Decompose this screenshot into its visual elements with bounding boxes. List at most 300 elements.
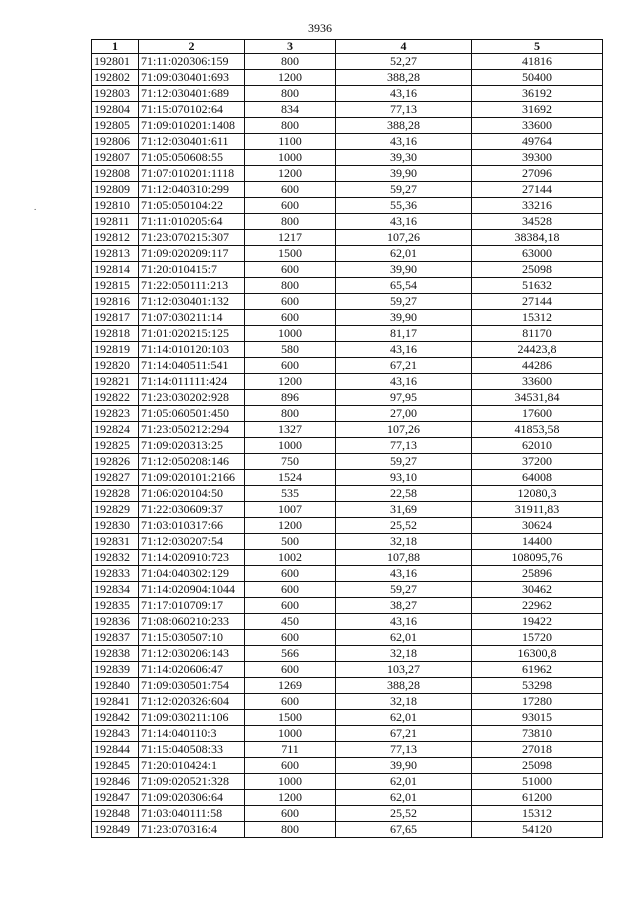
rate-value: 59,27 [336, 182, 472, 198]
cadastral-number: 71:04:040302:129 [139, 566, 245, 582]
row-number: 192838 [92, 646, 139, 662]
area-value: 1000 [245, 438, 336, 454]
table-row [92, 566, 603, 582]
cadastral-number: 71:20:010415:7 [139, 262, 245, 278]
rate-value: 31,69 [336, 502, 472, 518]
table-row [92, 742, 603, 758]
total-value: 24423,8 [472, 342, 603, 358]
total-value: 54120 [472, 822, 603, 838]
rate-value: 43,16 [336, 214, 472, 230]
total-value: 33216 [472, 198, 603, 214]
area-value: 600 [245, 582, 336, 598]
area-value: 1200 [245, 790, 336, 806]
table-row [92, 662, 603, 678]
rate-value: 43,16 [336, 374, 472, 390]
rate-value: 39,30 [336, 150, 472, 166]
rate-value: 107,26 [336, 230, 472, 246]
area-value: 600 [245, 358, 336, 374]
cadastral-number: 71:09:020101:2166 [139, 470, 245, 486]
total-value: 19422 [472, 614, 603, 630]
rate-value: 67,21 [336, 726, 472, 742]
cadastral-number: 71:09:030401:693 [139, 70, 245, 86]
total-value: 44286 [472, 358, 603, 374]
row-number: 192846 [92, 774, 139, 790]
rate-value: 97,95 [336, 390, 472, 406]
row-number: 192824 [92, 422, 139, 438]
table-row [92, 214, 603, 230]
row-number: 192813 [92, 246, 139, 262]
cadastral-number: 71:23:070215:307 [139, 230, 245, 246]
row-number: 192829 [92, 502, 139, 518]
area-value: 580 [245, 342, 336, 358]
area-value: 600 [245, 758, 336, 774]
cadastral-number: 71:23:030202:928 [139, 390, 245, 406]
row-number: 192822 [92, 390, 139, 406]
row-number: 192833 [92, 566, 139, 582]
total-value: 51000 [472, 774, 603, 790]
row-number: 192802 [92, 70, 139, 86]
registry-table [91, 39, 603, 838]
cadastral-number: 71:20:010424:1 [139, 758, 245, 774]
row-number: 192834 [92, 582, 139, 598]
row-number: 192841 [92, 694, 139, 710]
table-row [92, 646, 603, 662]
cadastral-number: 71:14:020904:1044 [139, 582, 245, 598]
cadastral-number: 71:03:040111:58 [139, 806, 245, 822]
cadastral-number: 71:09:020313:25 [139, 438, 245, 454]
rate-value: 388,28 [336, 118, 472, 134]
table-row [92, 230, 603, 246]
rate-value: 39,90 [336, 310, 472, 326]
cadastral-number: 71:09:020521:328 [139, 774, 245, 790]
total-value: 27144 [472, 182, 603, 198]
cadastral-number: 71:06:020104:50 [139, 486, 245, 502]
cadastral-number: 71:22:050111:213 [139, 278, 245, 294]
table-row [92, 774, 603, 790]
rate-value: 93,10 [336, 470, 472, 486]
table-row [92, 118, 603, 134]
row-number: 192804 [92, 102, 139, 118]
area-value: 600 [245, 262, 336, 278]
page-number: 3936 [308, 21, 332, 35]
cadastral-number: 71:05:050608:55 [139, 150, 245, 166]
area-value: 1217 [245, 230, 336, 246]
cadastral-number: 71:12:040310:299 [139, 182, 245, 198]
header-col-4: 4 [336, 40, 472, 54]
row-number: 192818 [92, 326, 139, 342]
cadastral-number: 71:12:030401:611 [139, 134, 245, 150]
total-value: 50400 [472, 70, 603, 86]
rate-value: 67,65 [336, 822, 472, 838]
table-row [92, 806, 603, 822]
row-number: 192810 [92, 198, 139, 214]
table-row [92, 518, 603, 534]
table-row [92, 326, 603, 342]
total-value: 15312 [472, 310, 603, 326]
cadastral-number: 71:11:010205:64 [139, 214, 245, 230]
table-row [92, 390, 603, 406]
cadastral-number: 71:12:030401:132 [139, 294, 245, 310]
rate-value: 67,21 [336, 358, 472, 374]
table-row [92, 70, 603, 86]
area-value: 800 [245, 278, 336, 294]
rate-value: 107,88 [336, 550, 472, 566]
row-number: 192828 [92, 486, 139, 502]
row-number: 192830 [92, 518, 139, 534]
total-value: 12080,3 [472, 486, 603, 502]
cadastral-number: 71:11:020306:159 [139, 54, 245, 70]
total-value: 17600 [472, 406, 603, 422]
cadastral-number: 71:14:020606:47 [139, 662, 245, 678]
total-value: 36192 [472, 86, 603, 102]
table-row [92, 150, 603, 166]
total-value: 31692 [472, 102, 603, 118]
table-row [92, 502, 603, 518]
area-value: 600 [245, 294, 336, 310]
area-value: 750 [245, 454, 336, 470]
table-row [92, 726, 603, 742]
total-value: 93015 [472, 710, 603, 726]
area-value: 450 [245, 614, 336, 630]
area-value: 1500 [245, 710, 336, 726]
cadastral-number: 71:09:020209:117 [139, 246, 245, 262]
header-col-3: 3 [245, 40, 336, 54]
total-value: 25098 [472, 262, 603, 278]
row-number: 192820 [92, 358, 139, 374]
table-row [92, 342, 603, 358]
table-header [92, 40, 603, 54]
total-value: 62010 [472, 438, 603, 454]
total-value: 30624 [472, 518, 603, 534]
table-row [92, 166, 603, 182]
row-number: 192821 [92, 374, 139, 390]
cadastral-number: 71:01:020215:125 [139, 326, 245, 342]
row-number: 192826 [92, 454, 139, 470]
rate-value: 55,36 [336, 198, 472, 214]
area-value: 1000 [245, 774, 336, 790]
cadastral-number: 71:07:030211:14 [139, 310, 245, 326]
area-value: 800 [245, 86, 336, 102]
total-value: 38384,18 [472, 230, 603, 246]
area-value: 1007 [245, 502, 336, 518]
table-row [92, 246, 603, 262]
area-value: 600 [245, 694, 336, 710]
row-number: 192805 [92, 118, 139, 134]
row-number: 192847 [92, 790, 139, 806]
row-number: 192807 [92, 150, 139, 166]
total-value: 61200 [472, 790, 603, 806]
table-row [92, 598, 603, 614]
row-number: 192809 [92, 182, 139, 198]
cadastral-number: 71:09:030211:106 [139, 710, 245, 726]
total-value: 30462 [472, 582, 603, 598]
total-value: 25098 [472, 758, 603, 774]
rate-value: 27,00 [336, 406, 472, 422]
rate-value: 43,16 [336, 342, 472, 358]
rate-value: 62,01 [336, 710, 472, 726]
rate-value: 81,17 [336, 326, 472, 342]
table-row [92, 694, 603, 710]
area-value: 800 [245, 118, 336, 134]
area-value: 600 [245, 198, 336, 214]
table-row [92, 454, 603, 470]
rate-value: 62,01 [336, 790, 472, 806]
rate-value: 32,18 [336, 534, 472, 550]
rate-value: 43,16 [336, 134, 472, 150]
table-row [92, 54, 603, 70]
cadastral-number: 71:23:070316:4 [139, 822, 245, 838]
table-row [92, 470, 603, 486]
cadastral-number: 71:09:010201:1408 [139, 118, 245, 134]
area-value: 600 [245, 806, 336, 822]
area-value: 600 [245, 566, 336, 582]
header-col-5: 5 [472, 40, 603, 54]
total-value: 17280 [472, 694, 603, 710]
table-row [92, 86, 603, 102]
rate-value: 25,52 [336, 518, 472, 534]
table-row [92, 198, 603, 214]
table-row [92, 486, 603, 502]
total-value: 81170 [472, 326, 603, 342]
cadastral-number: 71:15:030507:10 [139, 630, 245, 646]
area-value: 1200 [245, 374, 336, 390]
cadastral-number: 71:22:030609:37 [139, 502, 245, 518]
cadastral-number: 71:12:050208:146 [139, 454, 245, 470]
row-number: 192808 [92, 166, 139, 182]
rate-value: 62,01 [336, 774, 472, 790]
table-row [92, 310, 603, 326]
cadastral-number: 71:15:070102:64 [139, 102, 245, 118]
area-value: 800 [245, 406, 336, 422]
total-value: 25896 [472, 566, 603, 582]
cadastral-number: 71:14:040511:541 [139, 358, 245, 374]
area-value: 800 [245, 54, 336, 70]
area-value: 1200 [245, 166, 336, 182]
cadastral-number: 71:12:030207:54 [139, 534, 245, 550]
table-row [92, 582, 603, 598]
area-value: 1269 [245, 678, 336, 694]
row-number: 192817 [92, 310, 139, 326]
area-value: 600 [245, 598, 336, 614]
total-value: 16300,8 [472, 646, 603, 662]
cadastral-number: 71:08:060210:233 [139, 614, 245, 630]
table-row [92, 406, 603, 422]
area-value: 1000 [245, 150, 336, 166]
area-value: 711 [245, 742, 336, 758]
rate-value: 43,16 [336, 614, 472, 630]
area-value: 1200 [245, 518, 336, 534]
cadastral-number: 71:09:030501:754 [139, 678, 245, 694]
area-value: 834 [245, 102, 336, 118]
cadastral-number: 71:05:060501:450 [139, 406, 245, 422]
cadastral-number: 71:14:040110:3 [139, 726, 245, 742]
rate-value: 32,18 [336, 694, 472, 710]
rate-value: 39,90 [336, 262, 472, 278]
total-value: 41816 [472, 54, 603, 70]
rate-value: 103,27 [336, 662, 472, 678]
table-row [92, 294, 603, 310]
area-value: 600 [245, 182, 336, 198]
area-value: 1524 [245, 470, 336, 486]
rate-value: 59,27 [336, 582, 472, 598]
rate-value: 62,01 [336, 246, 472, 262]
area-value: 1002 [245, 550, 336, 566]
row-number: 192843 [92, 726, 139, 742]
header-col-2: 2 [139, 40, 245, 54]
rate-value: 39,90 [336, 166, 472, 182]
cadastral-number: 71:09:020306:64 [139, 790, 245, 806]
total-value: 49764 [472, 134, 603, 150]
table-row [92, 614, 603, 630]
table-row [92, 134, 603, 150]
rate-value: 388,28 [336, 70, 472, 86]
area-value: 800 [245, 822, 336, 838]
area-value: 1500 [245, 246, 336, 262]
total-value: 37200 [472, 454, 603, 470]
area-value: 500 [245, 534, 336, 550]
area-value: 800 [245, 214, 336, 230]
rate-value: 107,26 [336, 422, 472, 438]
area-value: 1327 [245, 422, 336, 438]
total-value: 15720 [472, 630, 603, 646]
table-row [92, 422, 603, 438]
table-row [92, 438, 603, 454]
table-row [92, 262, 603, 278]
total-value: 39300 [472, 150, 603, 166]
rate-value: 39,90 [336, 758, 472, 774]
cadastral-number: 71:14:020910:723 [139, 550, 245, 566]
rate-value: 59,27 [336, 454, 472, 470]
rate-value: 77,13 [336, 102, 472, 118]
table-row [92, 182, 603, 198]
total-value: 51632 [472, 278, 603, 294]
area-value: 1100 [245, 134, 336, 150]
rate-value: 52,27 [336, 54, 472, 70]
table-row [92, 678, 603, 694]
header-col-1: 1 [92, 40, 139, 54]
cadastral-number: 71:12:030206:143 [139, 646, 245, 662]
row-number: 192844 [92, 742, 139, 758]
cadastral-number: 71:12:030401:689 [139, 86, 245, 102]
area-value: 535 [245, 486, 336, 502]
table-row [92, 758, 603, 774]
cadastral-number: 71:05:050104:22 [139, 198, 245, 214]
table-body [92, 54, 603, 838]
row-number: 192811 [92, 214, 139, 230]
row-number: 192806 [92, 134, 139, 150]
area-value: 600 [245, 310, 336, 326]
area-value: 600 [245, 630, 336, 646]
area-value: 1200 [245, 70, 336, 86]
total-value: 27096 [472, 166, 603, 182]
total-value: 14400 [472, 534, 603, 550]
total-value: 63000 [472, 246, 603, 262]
table-row [92, 550, 603, 566]
total-value: 27144 [472, 294, 603, 310]
table-row [92, 534, 603, 550]
row-number: 192849 [92, 822, 139, 838]
cadastral-number: 71:15:040508:33 [139, 742, 245, 758]
cadastral-number: 71:23:050212:294 [139, 422, 245, 438]
area-value: 566 [245, 646, 336, 662]
rate-value: 77,13 [336, 742, 472, 758]
total-value: 73810 [472, 726, 603, 742]
total-value: 34528 [472, 214, 603, 230]
total-value: 33600 [472, 374, 603, 390]
row-number: 192836 [92, 614, 139, 630]
row-number: 192816 [92, 294, 139, 310]
area-value: 1000 [245, 326, 336, 342]
total-value: 61962 [472, 662, 603, 678]
row-number: 192840 [92, 678, 139, 694]
total-value: 31911,83 [472, 502, 603, 518]
rate-value: 59,27 [336, 294, 472, 310]
rate-value: 43,16 [336, 566, 472, 582]
table-row [92, 790, 603, 806]
area-value: 896 [245, 390, 336, 406]
rate-value: 25,52 [336, 806, 472, 822]
table-row [92, 710, 603, 726]
rate-value: 38,27 [336, 598, 472, 614]
cadastral-number: 71:07:010201:1118 [139, 166, 245, 182]
rate-value: 22,58 [336, 486, 472, 502]
rate-value: 43,16 [336, 86, 472, 102]
row-number: 192831 [92, 534, 139, 550]
rate-value: 388,28 [336, 678, 472, 694]
row-number: 192835 [92, 598, 139, 614]
table-row [92, 822, 603, 838]
total-value: 33600 [472, 118, 603, 134]
row-number: 192801 [92, 54, 139, 70]
table-row [92, 630, 603, 646]
header-row [92, 40, 603, 54]
area-value: 1000 [245, 726, 336, 742]
row-number: 192837 [92, 630, 139, 646]
rate-value: 65,54 [336, 278, 472, 294]
total-value: 34531,84 [472, 390, 603, 406]
row-number: 192819 [92, 342, 139, 358]
cadastral-number: 71:12:020326:604 [139, 694, 245, 710]
area-value: 600 [245, 662, 336, 678]
row-number: 192812 [92, 230, 139, 246]
row-number: 192823 [92, 406, 139, 422]
row-number: 192848 [92, 806, 139, 822]
row-number: 192845 [92, 758, 139, 774]
cadastral-number: 71:03:010317:66 [139, 518, 245, 534]
row-number: 192815 [92, 278, 139, 294]
total-value: 53298 [472, 678, 603, 694]
row-number: 192803 [92, 86, 139, 102]
total-value: 64008 [472, 470, 603, 486]
table-row [92, 102, 603, 118]
rate-value: 32,18 [336, 646, 472, 662]
table-row [92, 374, 603, 390]
total-value: 41853,58 [472, 422, 603, 438]
rate-value: 77,13 [336, 438, 472, 454]
total-value: 27018 [472, 742, 603, 758]
row-number: 192827 [92, 470, 139, 486]
total-value: 15312 [472, 806, 603, 822]
total-value: 22962 [472, 598, 603, 614]
row-number: 192825 [92, 438, 139, 454]
row-number: 192839 [92, 662, 139, 678]
stray-mark: . [34, 202, 37, 212]
row-number: 192814 [92, 262, 139, 278]
row-number: 192832 [92, 550, 139, 566]
cadastral-number: 71:14:010120:103 [139, 342, 245, 358]
row-number: 192842 [92, 710, 139, 726]
cadastral-number: 71:14:011111:424 [139, 374, 245, 390]
